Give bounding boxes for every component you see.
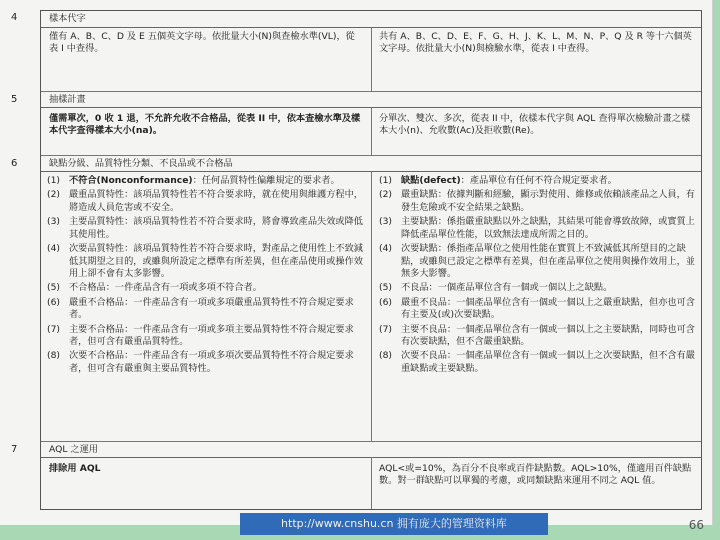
list-item [47,350,365,375]
list-item [47,189,365,214]
item-text: 主要不合格品：一件產品含有一項或多項主要品質特性不符合規定要求者，但可含有嚴重品質特性。 [69,323,354,348]
section-title: AQL 之運用 [49,444,98,455]
section-7-right: AQL<或=10%，為百分不良率或百件缺點數。AQL>10%，僅適用百件缺點數。對一群缺點可以單獨的考慮，或同類缺點來運用不同之 AQL 值。 [379,463,692,487]
column-divider [371,457,372,509]
divider [41,441,701,442]
item-number: (8) [379,350,393,362]
item-number: (6) [379,296,393,308]
list-item [47,297,365,322]
page-number: 66 [688,518,704,532]
item-text: 主要缺點：係指嚴重缺點以外之缺點，其結果可能會導致故障，或實質上降低產品單位性能，以致無法達成所需之目的。 [401,216,695,240]
section-5-header [11,93,701,108]
section-5-left: 僅需單次，0 收 1 退，不允許允收不合格品，從表 II 中，依本查檢水準及樣本代字查得樣本大小(na)。 [49,113,361,137]
item-number: (3) [47,216,61,228]
list-item [379,324,697,349]
divider [41,91,701,92]
column-divider [371,107,372,155]
item-text: 嚴重品質特性：該項品質特性若不符合要求時，就在使用與維護方程中，將造成人員危害或不安全。 [69,189,363,213]
item-number: (4) [47,243,61,255]
column-divider [371,171,372,441]
section-7-header [11,443,701,458]
item-number: (6) [47,296,61,308]
list-item [379,189,697,214]
section-number: 7 [11,444,18,455]
section-5-right: 分單次、雙次、多次，從表 II 中，依樣本代字與 AQL 查得單次檢驗計畫之樣本大小(n)、允收數(Ac)及拒收數(Re)。 [379,113,691,137]
item-number: (1) [47,175,61,186]
item-number: (3) [379,216,393,228]
item-text: 主要品質特性：該項品質特性若不符合要求時，將會導致產品失效或降低其使用性。 [69,216,363,240]
list-item [47,282,365,294]
list-item [47,243,365,280]
item-text: 缺點(defect)：產品單位有任何不符合規定要求者。 [401,175,617,186]
item-number: (7) [47,323,61,335]
comparison-table [11,10,702,510]
list-item [379,282,697,294]
item-number: (5) [47,282,61,294]
footer-banner: http://www.cnshu.cn 拥有庞大的管理资料库 [240,513,548,535]
item-number: (4) [379,243,393,255]
item-number: (5) [379,282,393,294]
item-number: (2) [47,189,61,201]
item-text: 嚴重不合格品：一件產品含有一項或多項嚴重品質特性不符合規定要求者。 [69,296,354,321]
section-6-left-list [47,175,365,439]
list-item [379,175,697,187]
section-number: 5 [11,94,18,105]
list-item [47,175,365,187]
item-text: 次要缺點：係指產品單位之使用性能在實質上不致減低其所望目的之缺點，或雖與已設定之標準有差異，但在產品單位之使用與操作效用上，並無多大影響。 [401,243,695,279]
section-number: 4 [11,12,18,23]
list-item [47,324,365,349]
item-number: (2) [379,189,393,201]
section-4-right: 共有 A、B、C、D、E、F、G、H、J、K、L、M、N、P、Q 及 R 等十六個英文字母。依批量大小(N)與檢驗水準，從表 I 中查得。 [379,31,692,55]
section-4-header [11,11,701,28]
item-number: (8) [47,350,61,362]
section-6-header [11,157,701,172]
section-title: 缺點分級、品質特性分類、不良品或不合格品 [49,158,233,169]
item-text: 不良品：一個產品單位含有一個或一個以上之缺點。 [401,282,613,294]
list-item [379,350,697,375]
section-title: 樣本代字 [49,13,86,24]
item-number: (7) [379,323,393,335]
divider [41,155,701,156]
item-text: 次要不良品：一個產品單位含有一個或一個以上之次要缺點，但不含有嚴重缺點或主要缺點。 [401,350,695,374]
column-divider [371,27,372,91]
section-title: 抽樣計畫 [49,94,86,105]
item-text: 嚴重缺點：依據判斷和經驗，顯示對使用、維修或依賴該產品之人員，有發生危險或不安全結果之缺點。 [401,189,695,213]
list-item [379,297,697,322]
item-text: 不合格品：一件產品含有一項或多項不符合者。 [69,282,262,294]
section-6-right-list [379,175,697,439]
item-text: 次要不合格品：一件產品含有一項或多項次要品質特性不符合規定要求者，但可含有嚴重與主要品質特性。 [69,350,354,374]
list-item [379,243,697,280]
item-text: 嚴重不良品：一個產品單位含有一個或一個以上之嚴重缺點，但亦也可含有主要及(或)次要缺點。 [401,296,695,321]
item-text: 主要不良品：一個產品單位含有一個或一個以上之主要缺點，同時也可含有次要缺點，但不含嚴重缺點。 [401,323,695,348]
item-text: 不符合(Nonconformance)：任何品質特性偏離規定的要求者。 [69,175,340,186]
section-number: 6 [11,158,18,169]
item-text: 次要品質特性：該項品質特性若不符合要求時，對產品之使用性上不致減低其期望之目的，或雖與所設定之標準有所差異，但在產品使用或操作效用上卻不會有太多影響。 [69,243,363,279]
section-7-left: 排除用 AQL [49,463,101,474]
item-number: (1) [379,175,393,186]
list-item [379,216,697,241]
list-item [47,216,365,241]
section-4-left: 僅有 A、B、C、D 及 E 五個英文字母。依批量大小(N)與查檢水準(VL)，從表 I 中查得。 [49,31,355,55]
